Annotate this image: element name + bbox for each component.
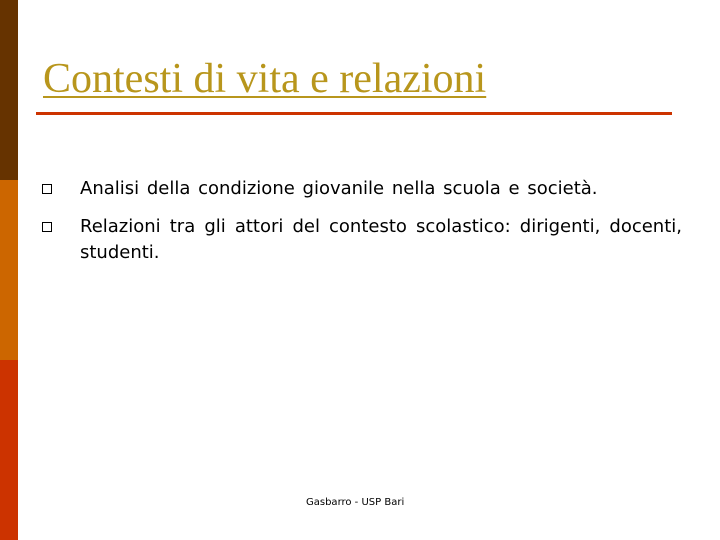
bullet-item bbox=[42, 214, 682, 266]
slide-footer: Gasbarro - USP Bari bbox=[306, 497, 405, 508]
bullet-text: Analisi della condizione giovanile nella scuola e società. bbox=[80, 178, 598, 199]
accent-bar-bottom bbox=[0, 360, 18, 540]
slide-title: Contesti di vita e relazioni bbox=[43, 56, 487, 102]
hollow-square-icon bbox=[42, 222, 52, 232]
accent-bar-top bbox=[0, 0, 18, 180]
bullet-text: Relazioni tra gli attori del contesto scolastico: dirigenti, docenti, studenti. bbox=[80, 216, 682, 263]
hollow-square-icon bbox=[42, 184, 52, 194]
title-divider bbox=[36, 112, 672, 115]
bullet-list bbox=[42, 176, 682, 278]
left-accent-bar bbox=[0, 0, 18, 540]
accent-bar-middle bbox=[0, 180, 18, 360]
bullet-item bbox=[42, 176, 682, 202]
